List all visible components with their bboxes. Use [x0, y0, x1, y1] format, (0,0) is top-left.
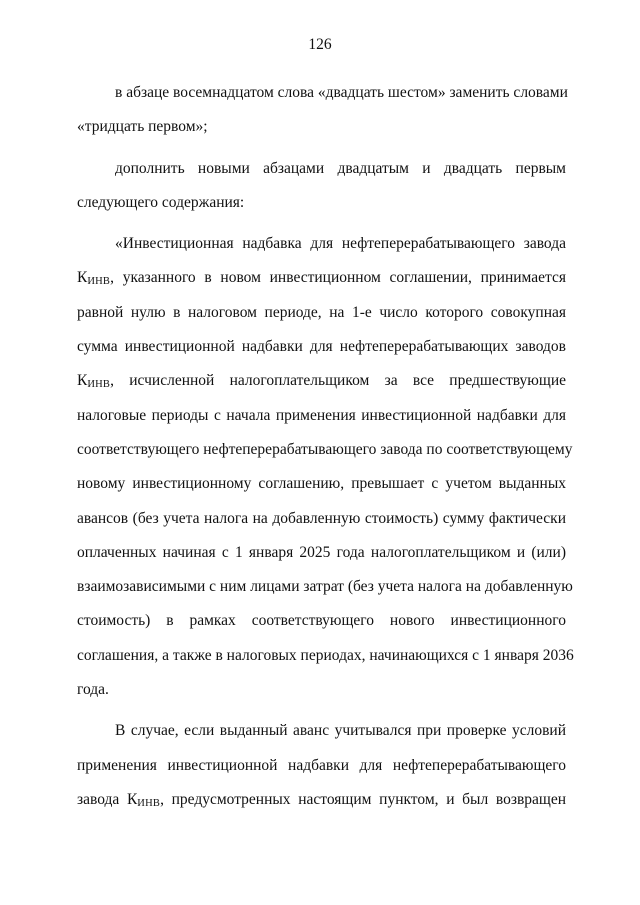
paragraph	[77, 714, 566, 817]
text-line: применения инвестиционной надбавки для нефтеперерабатывающего	[77, 756, 566, 774]
text-line: оплаченных начиная с 1 января 2025 года налогоплательщиком и (или)	[77, 543, 566, 561]
text-line: следующего содержания:	[77, 193, 245, 211]
text-line: равной нулю в налоговом периоде, на 1-е число которого совокупная	[77, 303, 566, 321]
text-line: в абзаце восемнадцатом слова «двадцать шестом» заменить словами	[115, 84, 568, 101]
subscript: ИНВ	[87, 379, 111, 391]
text-line: года.	[77, 681, 109, 699]
text-line: новому инвестиционному соглашению, превышает с учетом выданных	[77, 475, 566, 493]
text-line: соглашения, а также в налоговых периодах, начинающихся с 1 января 2036	[77, 646, 574, 664]
text-line: стоимость) в рамках соответствующего нового инвестиционного	[77, 612, 566, 630]
paragraph	[77, 227, 574, 707]
text-line: КИНВ, исчисленной налогоплательщиком за все предшествующие	[77, 372, 566, 391]
paragraph	[77, 76, 566, 145]
text-line: налоговые периоды с начала применения инвестиционной надбавки для	[77, 406, 566, 424]
document-body	[77, 76, 574, 817]
text-line: КИНВ, указанного в новом инвестиционном соглашении, принимается	[77, 269, 566, 288]
text-line: «Инвестиционная надбавка для нефтеперерабатывающего завода	[115, 235, 566, 253]
subscript: ИНВ	[137, 797, 161, 809]
text-line: «тридцать первом»;	[77, 118, 208, 136]
text-line: завода КИНВ, предусмотренных настоящим пунктом, и был возвращен	[77, 790, 567, 809]
text-line: взаимозависимыми с ним лицами затрат (без учета налога на добавленную	[77, 578, 573, 596]
text-line: дополнить новыми абзацами двадцатым и двадцать первым	[115, 159, 566, 177]
paragraph	[77, 152, 566, 221]
text-line: соответствующего нефтеперерабатывающего завода по соответствующему	[77, 440, 573, 458]
text-line: авансов (без учета налога на добавленную стоимость) сумму фактически	[77, 509, 566, 527]
text-line: В случае, если выданный аванс учитывался при проверке условий	[115, 722, 566, 740]
subscript: ИНВ	[87, 276, 111, 288]
text-line: сумма инвестиционной надбавки для нефтеперерабатывающих заводов	[77, 338, 566, 356]
page-number: 126	[308, 36, 332, 53]
